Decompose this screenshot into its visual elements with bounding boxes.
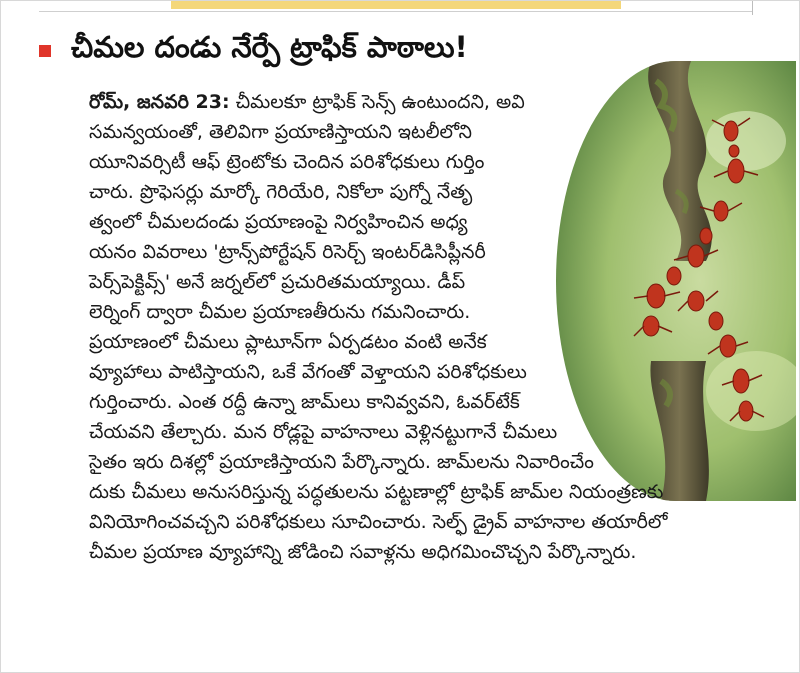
article-line: లెర్నింగ్ ద్వారా చీమల ప్రయాణతీరును గమనించారు. (89, 301, 471, 323)
article-line-text: చీమలకూ ట్రాఫిక్ సెన్స్ ఉంటుందని, అవి (229, 91, 525, 113)
article-line: యనం వివరాలు 'ట్రాన్స్‌పోర్టేషన్ రిసెర్చ్ ఇంటర్‌డిసిప్లీనరీ (89, 241, 486, 263)
article-line: గుర్తించారు. ఎంత రద్దీ ఉన్నా జామ్‌లు కానివ్వవని, ఓవర్‌టేక్ (89, 391, 520, 413)
bullet-square-icon (39, 45, 51, 57)
article-line (89, 87, 769, 117)
article-dateline: రోమ్, జనవరి 23: (89, 91, 230, 113)
article-line: వ్యూహాలు పాటిస్తాయని, ఒకే వేగంతో వెళ్తాయని పరిశోధకులు (89, 361, 527, 383)
article-line: చారు. ప్రొఫెసర్లు మార్కో గెరియేరి, నికోలా పుగ్నో నేతృ (89, 181, 473, 203)
article-line: వినియోగించవచ్చని పరిశోధకులు సూచించారు. సెల్ఫ్ డ్రైవ్ వాహనాల తయారీలో (89, 511, 668, 533)
article-line: సమన్వయంతో, తెలివిగా ప్రయాణిస్తాయని ఇటలీలోని (89, 121, 472, 143)
article-line: చేయవని తేల్చారు. మన రోడ్లపై వాహనాలు వెళ్లినట్టుగానే చీమలు (89, 421, 558, 443)
article-line: పెర్స్‌పెక్టివ్స్' అనే జర్నల్‌లో ప్రచురితమయ్యాయి. డీప్ (89, 271, 466, 293)
article-body (89, 87, 769, 567)
article-line: యూనివర్సిటీ ఆఫ్ ట్రెంటోకు చెందిన పరిశోధకులు గుర్తిం (89, 151, 485, 173)
top-accent-bar (171, 1, 621, 9)
article-line: ప్రయాణంలో చీమలు ప్లాటూన్‌గా ఏర్పడటం వంటి అనేక (89, 331, 487, 353)
article-line: త్వంలో చీమలదండు ప్రయాణంపై నిర్వహించిన అధ్య (89, 211, 468, 233)
article-line: దుకు చీమలు అనుసరిస్తున్న పద్ధతులను పట్టణాల్లో ట్రాఫిక్ జామ్‌ల నియంత్రణకు (89, 481, 664, 503)
column-divider (752, 1, 753, 15)
article-headline: చీమల దండు నేర్పే ట్రాఫిక్ పాఠాలు! (71, 30, 468, 64)
article-line: సైతం ఇరు దిశల్లో ప్రయాణిస్తాయని పేర్కొన్నారు. జామ్‌లను నివారించేం (89, 451, 594, 473)
article-line: చీమల ప్రయాణ వ్యూహాన్ని జోడించి సవాళ్లను అధిగమించొచ్చని పేర్కొన్నారు. (89, 541, 637, 563)
